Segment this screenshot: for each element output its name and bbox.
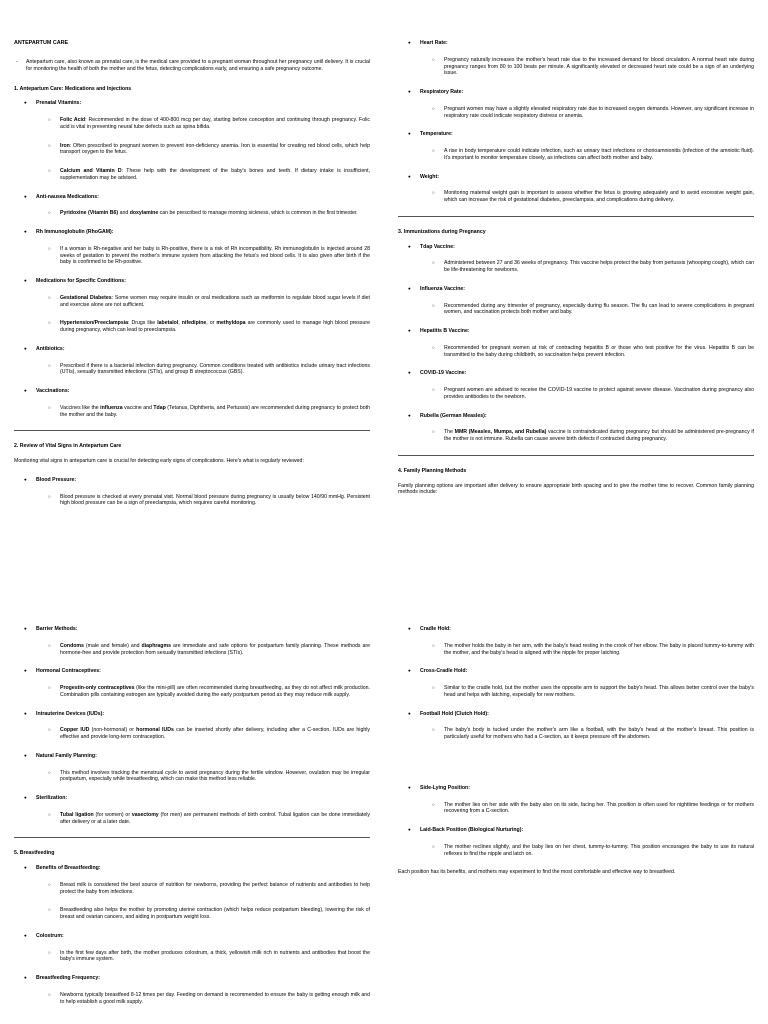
barrier-text-2: are immediate and safe options for postpartum family planning. These methods are hormone-free and provide protection from sexually transmitted infections (STIs). [60,642,370,656]
sterilization-label: Sterilization [36,795,66,801]
frequency-heading: ● Breastfeeding Frequency: [14,975,370,982]
nfp-item: ○ This method involves tracking the menstrual cycle to avoid pregnancy during the fertile window. However, ovulation may be irregular postpartum, especially while breastfeeding, which can make this method less reliable. [14,770,370,784]
sterilization-text-2: (for men) are permanent methods of birth control. Tubal ligation can be done immediately after delivery or at a later date. [60,811,370,825]
benefits-item-1: ○ Breast milk is considered the best source of nutrition for newborns, providing the perfect balance of nutrients and antibodies to help protect the baby from infections. [14,882,370,896]
rubella-heading: ● Rubella (German Measles): [398,413,754,420]
cradle-hold-heading: ● Cradle Hold: [398,626,754,633]
vaccinations-text-3: (Tetanus, Diphtheria, and Pertussis) are recommended during pregnancy to protect both the mother and the baby. [60,404,370,418]
heart-rate-item: ○ Pregnancy naturally increases the mother's heart rate due to the increased demand for blood circulation. A normal heart rate during pregnancy ranges from 80 to 100 beats per minute. A significantly elevated or decreased heart rate could be a sign of an underlying issue. [398,57,754,77]
barrier-methods-item [14,643,370,657]
tdap-heading: ● Tdap Vaccine: [398,244,754,251]
section-3-heading: 3. Immunizations during Pregnancy [398,228,486,235]
cradle-hold-item: ○ The mother holds the baby in her arm, with the baby's head resting in the crook of her elbow. The baby is placed tummy-to-tummy with the mother, and the baby's head is aligned with the nipple for proper latching. [398,643,754,657]
rhogam-item: ○ If a woman is Rh-negative and her baby is Rh-positive, there is a risk of Rh incompatibility. Rh immunoglobulin is injected around 28 weeks of gestation to prevent the mother's immune system from attacking the fetus's red blood cells. It is also given after birth if the baby is confirmed to be Rh-positive. [14,246,370,266]
doxylamine-label: doxylamine [129,210,159,217]
cross-cradle-heading: ● Cross-Cradle Hold: [398,668,754,675]
specific-conditions-heading: ● Medications for Specific Conditions: [14,278,370,285]
vaccinations-heading: ● Vaccinations: [14,388,370,395]
laid-back-item: ○ The mother reclines slightly, and the baby lies on her chest, tummy-to-tummy. This position encourages the baby to use its natural reflexes to find the nipple and latch on. [398,844,754,858]
cross-cradle-item: ○ Similar to the cradle hold, but the mother uses the opposite arm to support the baby's head. This allows better control over the baby's head and helps with latching, especially for new mothers. [398,685,754,699]
hypertension-text-3: , or [206,320,217,327]
rubella-item [398,429,754,443]
section-4-heading: 4. Family Planning Methods [398,467,467,474]
blood-pressure-label: Blood Pressure [36,476,75,483]
vaccinations-text-2: vaccine and [122,404,154,411]
diaphragms-label: diaphragms [141,642,171,649]
side-lying-label: Side-Lying Position [420,784,469,791]
colostrum-label: Colostrum [36,932,62,939]
temperature-label: Temperature [420,131,452,138]
intro-paragraph [14,59,370,73]
tdap-item: ○ Administered between 27 and 36 weeks of pregnancy. This vaccine helps protect the baby from pertussis (whooping cough), which can be life-threatening for newborns. [398,260,754,274]
folic-acid-text: : Recommended in the dose of 400-800 mcg per day, starting before conception and continuing through pregnancy. Folic acid is vital in preventing neural tube defects such as spina bifida. [60,117,370,130]
gestational-diabetes-label: Gestational Diabetes [60,294,112,301]
calcium-label: Calcium and Vitamin D [60,168,122,175]
weight-label: Weight [420,173,438,180]
cradle-hold-label: Cradle Hold [420,626,450,632]
antibiotics-item: ○ Prescribed if there is a bacterial infection during pregnancy. Common conditions treated with antibiotics include urinary tract infections (UTIs), sexually transmitted infections (STIs), and group B streptococcus (GBS). [14,363,370,377]
closing-paragraph: Each position has its benefits, and mothers may experiment to find the most comfortable and effective way to breastfeed. [398,869,676,876]
side-lying-heading: ● Side-Lying Position: [398,785,754,792]
hepatitis-b-label: Hepatitis B Vaccine [420,328,468,334]
side-lying-item: ○ The mother lies on her side with the baby also on its side, facing her. This position is often used for nighttime feedings or for mothers recovering from a C-section. [398,802,754,816]
rhogam-label: Rh Immunoglobulin (RhoGAM) [36,229,112,236]
folic-acid-item [14,117,370,131]
barrier-text-1: (male and female) and [83,642,142,649]
hypertension-item [14,320,370,334]
covid-heading: ● COVID-19 Vaccine: [398,370,754,377]
temperature-heading: ● Temperature: [398,131,754,138]
hypertension-label: Hypertension/Preeclampsia [60,320,129,327]
influenza-heading: ● Influenza Vaccine: [398,286,754,293]
hormonal-heading: ● Hormonal Contraceptives: [14,668,370,675]
antibiotics-label: Antibiotics [36,345,63,352]
respiratory-rate-heading: ● Respiratory Rate: [398,89,754,96]
anti-nausea-heading: ● Anti-nausea Medications: [14,194,370,201]
influenza-item: ○ Recommended during any trimester of pregnancy, especially during flu season. The flu can lead to severe complications in pregnant women, and vaccination protects both mother and baby. [398,303,754,317]
football-hold-label: Football Hold (Clutch Hold) [420,710,488,717]
section-1-heading: 1. Antepartum Care: Medications and Injections [14,85,132,92]
page-2-column [398,40,754,600]
nfp-heading: ● Natural Family Planning: [14,753,370,760]
football-hold-heading: ● Football Hold (Clutch Hold): [398,711,754,718]
nifedipine-label: nifedipine [181,320,207,327]
colostrum-heading: ● Colostrum: [14,933,370,940]
hormonal-iud-label: hormonal IUDs [136,727,174,734]
section-2-heading: 2. Review of Vital Signs in Antepartum Care [14,443,122,450]
frequency-item: ○ Newborns typically breastfeed 8-12 times per day. Feeding on demand is recommended to ensure the baby is getting enough milk and to help establish a good milk supply. [14,992,370,1006]
weight-heading: ● Weight: [398,174,754,181]
vasectomy-label: vasectomy [131,811,159,818]
heart-rate-label: Heart Rate [420,40,446,46]
vaccinations-label: Vaccinations [36,388,68,395]
section-4-intro: Family planning options are important after delivery to ensure appropriate birth spacing and to give the mother time to recover. Common family planning methods include: [398,482,754,496]
iron-item [14,143,370,157]
respiratory-rate-label: Respiratory Rate [420,89,462,95]
labetalol-label: labetalol [157,320,179,327]
calcium-text: : These help with the development of the baby's bones and teeth. If dietary intake is insufficient, supplementation may be advised. [60,168,370,181]
hepatitis-b-item: ○ Recommended for pregnant women at risk of contracting hepatitis B or those who test positive for the virus. Hepatitis B can be transmitted to the baby during childbirth, so vaccination helps prevent infection. [398,345,754,359]
divider [398,455,754,456]
iron-text: : Often prescribed to pregnant women to prevent iron-deficiency anemia. Iron is essential for creating red blood cells, which help transport oxygen to the fetus. [60,142,370,156]
hormonal-item [14,685,370,699]
nfp-label: Natural Family Planning [36,752,96,759]
weight-item: ○ Monitoring maternal weight gain is important to assess whether the fetus is growing adequately and to avoid excessive weight gain, which can increase the risk of gestational diabetes, preeclampsia, and complications during delivery. [398,190,754,204]
specific-conditions-label: Medications for Specific Conditions [36,278,125,285]
prenatal-vitamins-heading: ● Prenatal Vitamins: [14,100,370,107]
page-3-column [14,626,370,1024]
respiratory-rate-item: ○ Pregnant women may have a slightly elevated respiratory rate due to increased oxygen demands. However, any significant increase in respiratory rate could indicate respiratory distress or anemia. [398,106,754,120]
covid-label: COVID-19 Vaccine [420,370,465,377]
anti-nausea-text: can be prescribed to manage morning sickness, which is common in the first trimester. [158,210,358,217]
benefits-item-2: ○ Breastfeeding also helps the mother by promoting uterine contraction (which helps reduce postpartum bleeding), lowering the risk of breast and ovarian cancers, and aiding in postpartum weight loss. [14,907,370,921]
hypertension-text-4: are commonly used to manage high blood pressure during pregnancy, which can lead to preeclampsia. [60,320,370,334]
tubal-ligation-label: Tubal ligation [60,811,94,818]
intro-text: Antepartum care, also known as prenatal care, is the medical care provided to a pregnant woman throughout her pregnancy until delivery. It is crucial for monitoring the health of both the mother and the fetus, detecting complications early, and ensuring a safe pregnancy outcome. [26,59,370,72]
tdap-vaccine-label: Tdap Vaccine [420,243,454,250]
benefits-label: Benefits of Breastfeeding [36,865,99,871]
mmr-label: MMR (Measles, Mumps, and Rubella) [454,429,547,436]
influenza-vaccine-label: Influenza Vaccine [420,285,464,292]
hormonal-label: Hormonal Contraceptives [36,668,100,675]
pyridoxine-label: Pyridoxine (Vitamin B6) [60,210,119,217]
hepatitis-b-heading: ● Hepatitis B Vaccine: [398,328,754,335]
intro-dash: - [16,59,18,66]
gestational-diabetes-item [14,295,370,309]
frequency-label: Breastfeeding Frequency [36,975,99,981]
sterilization-text-1: (for women) or [93,811,132,818]
calcium-item [14,168,370,182]
page-1-column [14,40,370,600]
iud-text-1: (non-hormonal) or [89,727,137,734]
section-5-heading: 5. Breastfeeding [14,850,55,857]
methyldopa-label: methyldopa [216,320,246,327]
page-4-column [398,626,754,1024]
progestin-label: Progestin-only contraceptives [60,685,135,691]
blood-pressure-item: ○ Blood pressure is checked at every prenatal visit. Normal blood pressure during pregnancy is usually below 140/90 mmHg. Persistent high blood pressure can be a sign of preeclampsia, which requires careful monitoring. [14,494,370,508]
vaccinations-item [14,405,370,419]
rhogam-heading: ● Rh Immunoglobulin (RhoGAM): [14,229,370,236]
folic-acid-label: Folic Acid [60,117,86,124]
prenatal-vitamins-label: Prenatal Vitamins [36,100,80,107]
divider [14,430,370,431]
hypertension-text-1: : Drugs like [128,320,158,327]
rubella-text-1: The [444,429,455,436]
heart-rate-heading: ● Heart Rate: [398,40,754,47]
benefits-heading: ● Benefits of Breastfeeding: [14,865,370,872]
iud-heading: ● Intrauterine Devices (IUDs): [14,711,370,718]
blood-pressure-heading: ● Blood Pressure: [14,477,370,484]
tdap-label: Tdap [153,404,166,411]
influenza-label: influenza [100,404,123,411]
barrier-methods-label: Barrier Methods [36,626,76,632]
temperature-item: ○ A rise in body temperature could indicate infection, such as urinary tract infections or chorioamnionitis (infection of the amniotic fluid). It's important to monitor temperature closely, as infections can affect both mother and baby. [398,148,754,162]
anti-nausea-item [14,210,370,217]
condoms-label: Condoms [60,642,84,649]
copper-iud-label: Copper IUD [60,727,90,734]
sterilization-heading: ● Sterilization: [14,795,370,802]
iud-label: Intrauterine Devices (IUDs) [36,710,103,717]
cross-cradle-label: Cross-Cradle Hold [420,668,466,675]
anti-nausea-label: Anti-nausea Medications [36,193,98,200]
covid-item: ○ Pregnant women are advised to receive the COVID-19 vaccine to protect against severe disease. Vaccination during pregnancy also provides antibodies to the newborn. [398,387,754,401]
laid-back-heading: ● Laid-Back Position (Biological Nurturing): [398,827,754,834]
iron-label: Iron [60,142,70,149]
gestational-diabetes-text: : Some women may require insulin or oral medications such as metformin to regulate blood sugar levels if diet and exercise alone are not sufficient. [60,294,370,308]
document-title: ANTEPARTUM CARE [14,40,69,46]
divider [398,216,754,217]
barrier-methods-heading: ● Barrier Methods: [14,626,370,633]
antibiotics-heading: ● Antibiotics: [14,346,370,353]
laid-back-label: Laid-Back Position (Biological Nurturing) [420,827,522,833]
rubella-label: Rubella (German Measles) [420,412,485,419]
vaccinations-text-1: Vaccines like the [60,404,101,411]
iud-item [14,727,370,741]
and-text: and [118,210,130,217]
sterilization-item [14,812,370,826]
section-2-intro: Monitoring vital signs in antepartum care is crucial for detecting early signs of complications. Here's what is regularly reviewed: [14,458,304,465]
football-hold-item: ○ The baby's body is tucked under the mother's arm like a football, with the baby's head at the mother's breast. This position is particularly useful for mothers who had a C-section, as it keeps pressure off the abdomen. [398,727,754,741]
rubella-text-2: vaccine is contraindicated during pregnancy but should be administered pre-pregnancy if the mother is not immune. Rubella can cause severe birth defects if contracted during pregnancy. [444,429,754,442]
divider [14,837,370,838]
iud-text-2: can be inserted shortly after delivery, including after a C-section. IUDs are highly effective and provide long-term contraception. [60,727,370,740]
hormonal-text: (like the mini-pill) are often recommended during breastfeeding, as they do not affect milk production. Combination pills containing estrogen are typically avoided during the early postpartum period as they may reduce milk supply. [60,685,370,698]
hypertension-text-2: , [178,320,182,327]
colostrum-item: ○ In the first few days after birth, the mother produces colostrum, a thick, yellowish milk rich in nutrients and antibodies that boost the baby's immune system. [14,950,370,964]
